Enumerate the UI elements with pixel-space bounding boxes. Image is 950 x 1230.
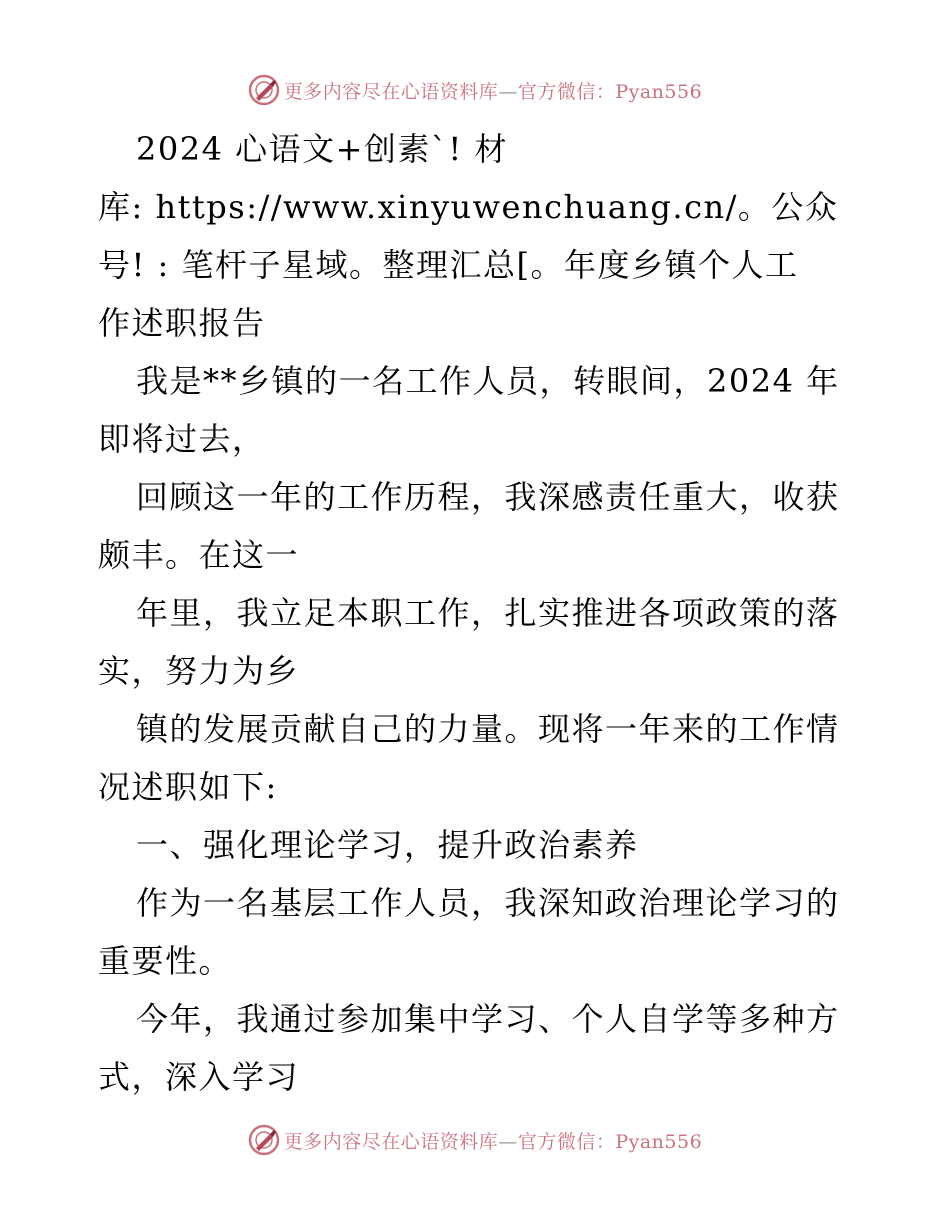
- document-line: 我是**乡镇的一名工作人员，转眼间，2024 年: [136, 362, 840, 400]
- document-line: 作为一名基层工作人员，我深知政治理论学习的: [136, 884, 840, 922]
- watermark-slogan: 更多内容尽在心语资料库: [283, 1130, 499, 1153]
- document-line: 一、强化理论学习，提升政治素养: [136, 826, 639, 864]
- pen-logo-icon: [248, 74, 280, 106]
- document-line: 作述职报告: [98, 304, 266, 342]
- watermark-text: [284, 1127, 702, 1154]
- watermark-wechat-id: Pyan556: [615, 1130, 703, 1153]
- document-line: 2024 心语文+创素`! 材: [136, 130, 508, 168]
- document-line: 镇的发展贡献自己的力量。现将一年来的工作情: [136, 710, 840, 748]
- watermark-separator: —: [498, 80, 518, 103]
- document-line: 况述职如下:: [98, 768, 278, 806]
- watermark-wechat-label: 官方微信：: [517, 1130, 616, 1153]
- document-line: 号! : 笔杆子星域。整理汇总[。年度乡镇个人工: [98, 246, 799, 284]
- watermark-text: [284, 77, 702, 104]
- watermark-group: [248, 74, 702, 106]
- watermark-slogan: 更多内容尽在心语资料库: [283, 80, 499, 103]
- watermark-wechat-label: 官方微信：: [517, 80, 616, 103]
- pen-logo-icon: [248, 1124, 280, 1156]
- header-watermark-banner: [0, 70, 950, 110]
- document-line: 式，深入学习: [98, 1058, 300, 1096]
- document-line: 今年，我通过参加集中学习、个人自学等多种方: [136, 1000, 840, 1038]
- document-line: 库: https://www.xinyuwenchuang.cn/。公众: [98, 188, 839, 226]
- document-line: 年里，我立足本职工作，扎实推进各项政策的落: [136, 594, 840, 632]
- document-line: 即将过去，: [98, 420, 266, 458]
- watermark-group: [248, 1124, 702, 1156]
- document-line: 重要性。: [98, 942, 233, 980]
- watermark-wechat-id: Pyan556: [615, 80, 703, 103]
- document-body: [98, 120, 858, 1106]
- document-line: 实，努力为乡: [98, 652, 300, 690]
- document-line: 颇丰。在这一: [98, 536, 300, 574]
- watermark-separator: —: [498, 1130, 518, 1153]
- footer-watermark-banner: [0, 1120, 950, 1160]
- document-line: 回顾这一年的工作历程，我深感责任重大，收获: [136, 478, 840, 516]
